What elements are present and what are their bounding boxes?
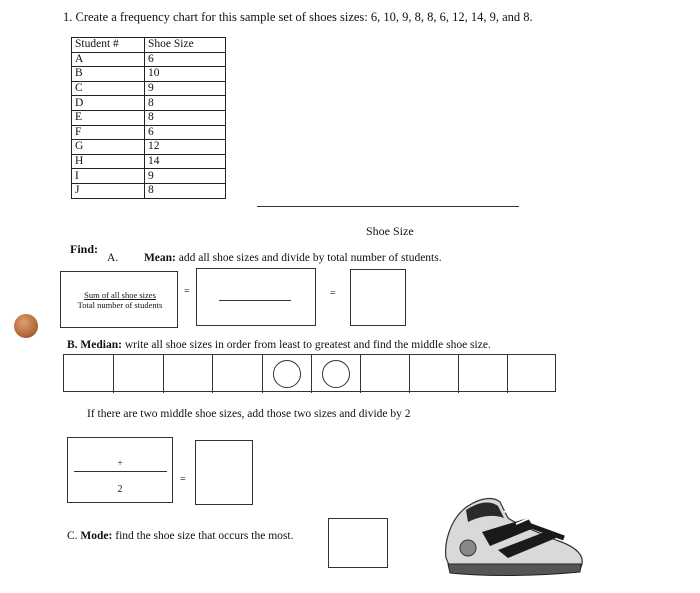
mean-letter: A. [107,252,119,264]
mode-instruction [67,530,293,542]
student-id-cell: B [72,67,145,82]
table-row [72,52,226,67]
median-slot-2[interactable] [114,355,164,393]
table-row [72,125,226,140]
table-row [72,154,226,169]
table-row [72,67,226,82]
median-slot-1[interactable] [64,355,114,393]
table-row [72,110,226,125]
median-fraction-bar [74,471,167,472]
table-row [72,169,226,184]
shoe-size-cell: 6 [145,125,226,140]
mean-sum-blank-line [219,300,291,301]
student-id-cell: A [72,52,145,67]
student-id-cell: I [72,169,145,184]
student-id-cell: J [72,183,145,198]
median-average-fraction-box[interactable] [67,437,173,503]
sneaker-icon [438,488,588,580]
mode-letter: C. [67,530,78,542]
mode-text: find the shoe size that occurs the most. [115,530,294,542]
student-id-cell: G [72,140,145,155]
median-slot-6[interactable] [312,355,361,393]
shoe-size-cell: 8 [145,96,226,111]
mean-fraction-denominator: Total number of students [77,300,163,310]
median-slot-10[interactable] [508,355,557,393]
frequency-table [71,37,226,199]
median-slot-9[interactable] [459,355,508,393]
shoe-size-cell: 12 [145,140,226,155]
shoe-size-cell: 9 [145,169,226,184]
median-equals: = [180,474,186,485]
table-row [72,96,226,111]
chart-axis-label: Shoe Size [366,224,414,238]
mean-equals-2: = [330,288,336,299]
median-slot-5[interactable] [263,355,312,393]
median-title: Median: [80,339,122,351]
table-row [72,140,226,155]
shoe-size-cell: 8 [145,183,226,198]
student-id-cell: F [72,125,145,140]
middle-circle-2 [322,360,350,388]
shoe-size-cell: 9 [145,81,226,96]
chart-baseline-rule [257,206,519,207]
table-row [72,183,226,198]
median-letter: B. [67,339,78,351]
median-slot-3[interactable] [164,355,213,393]
student-id-cell: H [72,154,145,169]
median-slot-4[interactable] [213,355,263,393]
median-text: write all shoe sizes in order from least to greatest and find the middle shoe size. [124,339,491,351]
mean-answer-box[interactable] [350,269,406,326]
shoe-size-cell: 10 [145,67,226,82]
table-row [72,81,226,96]
median-slot-8[interactable] [410,355,459,393]
mean-fraction-box [60,271,178,328]
penny-coin [14,314,38,338]
middle-circle-1 [273,360,301,388]
mean-instruction [107,252,442,264]
table-header-student: Student # [72,38,145,53]
question-1-text: 1. Create a frequency chart for this sample set of shoes sizes: 6, 10, 9, 8, 8, 6, 12, 14, 9, and 8. [63,10,533,24]
shoe-size-cell: 6 [145,52,226,67]
shoe-size-cell: 8 [145,110,226,125]
mean-title: Mean: [143,252,176,264]
mean-fraction-numerator: Sum of all shoe sizes [84,290,156,300]
shoe-size-cell: 14 [145,154,226,169]
median-order-strip [63,354,556,392]
student-id-cell: C [72,81,145,96]
median-divisor: 2 [117,484,123,495]
table-header-shoe-size: Shoe Size [145,38,226,53]
mean-text: add all shoe sizes and divide by total number of students. [178,252,442,264]
median-plus-sign: + [117,458,123,468]
two-middle-instruction: If there are two middle shoe sizes, add those two sizes and divide by 2 [87,408,411,420]
find-heading: Find: [70,242,99,256]
student-id-cell: E [72,110,145,125]
mode-title: Mode: [80,530,113,542]
mean-equals-1: = [184,286,190,297]
mean-sum-answer-box[interactable] [196,268,316,326]
mode-answer-box[interactable] [328,518,388,568]
student-id-cell: D [72,96,145,111]
median-instruction [67,339,491,351]
sneaker-image [438,488,588,585]
median-answer-box[interactable] [195,440,253,505]
median-slot-7[interactable] [361,355,410,393]
